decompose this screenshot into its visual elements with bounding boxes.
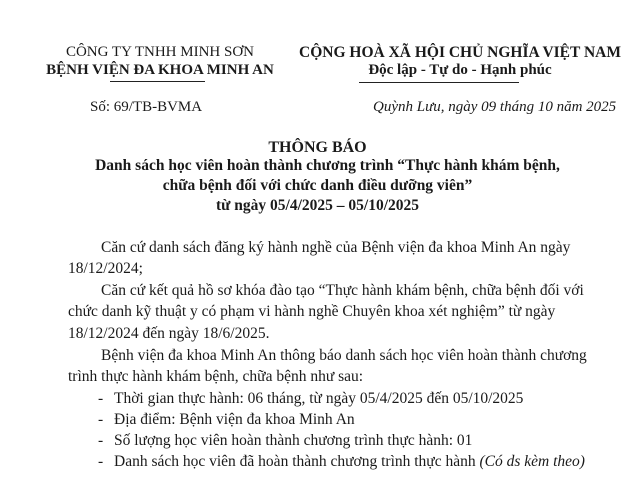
bullet-dash: - [98, 453, 104, 470]
paragraph-1-line-1: Căn cứ danh sách đăng ký hành nghề của Bệnh viện đa khoa Minh An ngày [101, 239, 571, 256]
notice-date-range: từ ngày 05/4/2025 – 05/10/2025 [215, 197, 420, 214]
motto-underline [359, 82, 519, 83]
document-number: Số: 69/TB-BVMA [90, 99, 203, 115]
bullet-dash: - [98, 432, 104, 449]
place-date: Quỳnh Lưu, ngày 09 tháng 10 năm 2025 [373, 99, 617, 115]
notice-subtitle-line1: Danh sách học viên hoàn thành chương trình “Thực hành khám bệnh, [95, 157, 560, 174]
national-motto: Độc lập - Tự do - Hạnh phúc [368, 62, 552, 78]
bullet-location: Địa điểm: Bệnh viện đa khoa Minh An [114, 411, 355, 428]
hospital-name: BỆNH VIỆN ĐA KHOA MINH AN [46, 62, 274, 78]
paragraph-2-line-3: 18/12/2024 đến ngày 18/6/2025. [68, 325, 270, 342]
paragraph-1-line-2: 18/12/2024; [68, 260, 143, 277]
bullet-dash: - [98, 411, 104, 428]
bullet-dash: - [98, 390, 104, 407]
paragraph-3-line-1: Bệnh viện đa khoa Minh An thông báo danh sách học viên hoàn thành chương [101, 347, 587, 364]
bullet-student-list-text: Danh sách học viên đã hoàn thành chương trình thực hành [114, 453, 480, 470]
company-name: CÔNG TY TNHH MINH SƠN [65, 44, 255, 60]
bullet-student-count: Số lượng học viên hoàn thành chương trình thực hành: 01 [114, 432, 473, 449]
national-title: CỘNG HOÀ XÃ HỘI CHỦ NGHĨA VIỆT NAM [299, 44, 621, 61]
bullet-student-list [114, 453, 585, 471]
bullet-attachment-note: (Có ds kèm theo) [479, 453, 585, 470]
notice-title: THÔNG BÁO [268, 139, 367, 156]
bullet-practice-time: Thời gian thực hành: 06 tháng, từ ngày 05/4/2025 đến 05/10/2025 [114, 390, 524, 407]
notice-subtitle-line2: chữa bệnh đối với chức danh điều dưỡng viên” [162, 177, 473, 194]
paragraph-2-line-2: chức danh kỹ thuật y có phạm vi hành nghề Chuyên khoa xét nghiệm” từ ngày [68, 303, 556, 320]
paragraph-2-line-1: Căn cứ kết quả hồ sơ khóa đào tạo “Thực hành khám bệnh, chữa bệnh đối với [101, 282, 584, 299]
hospital-underline [110, 81, 205, 82]
paragraph-3-line-2: trình thực hành khám bệnh, chữa bệnh như sau: [68, 368, 364, 385]
